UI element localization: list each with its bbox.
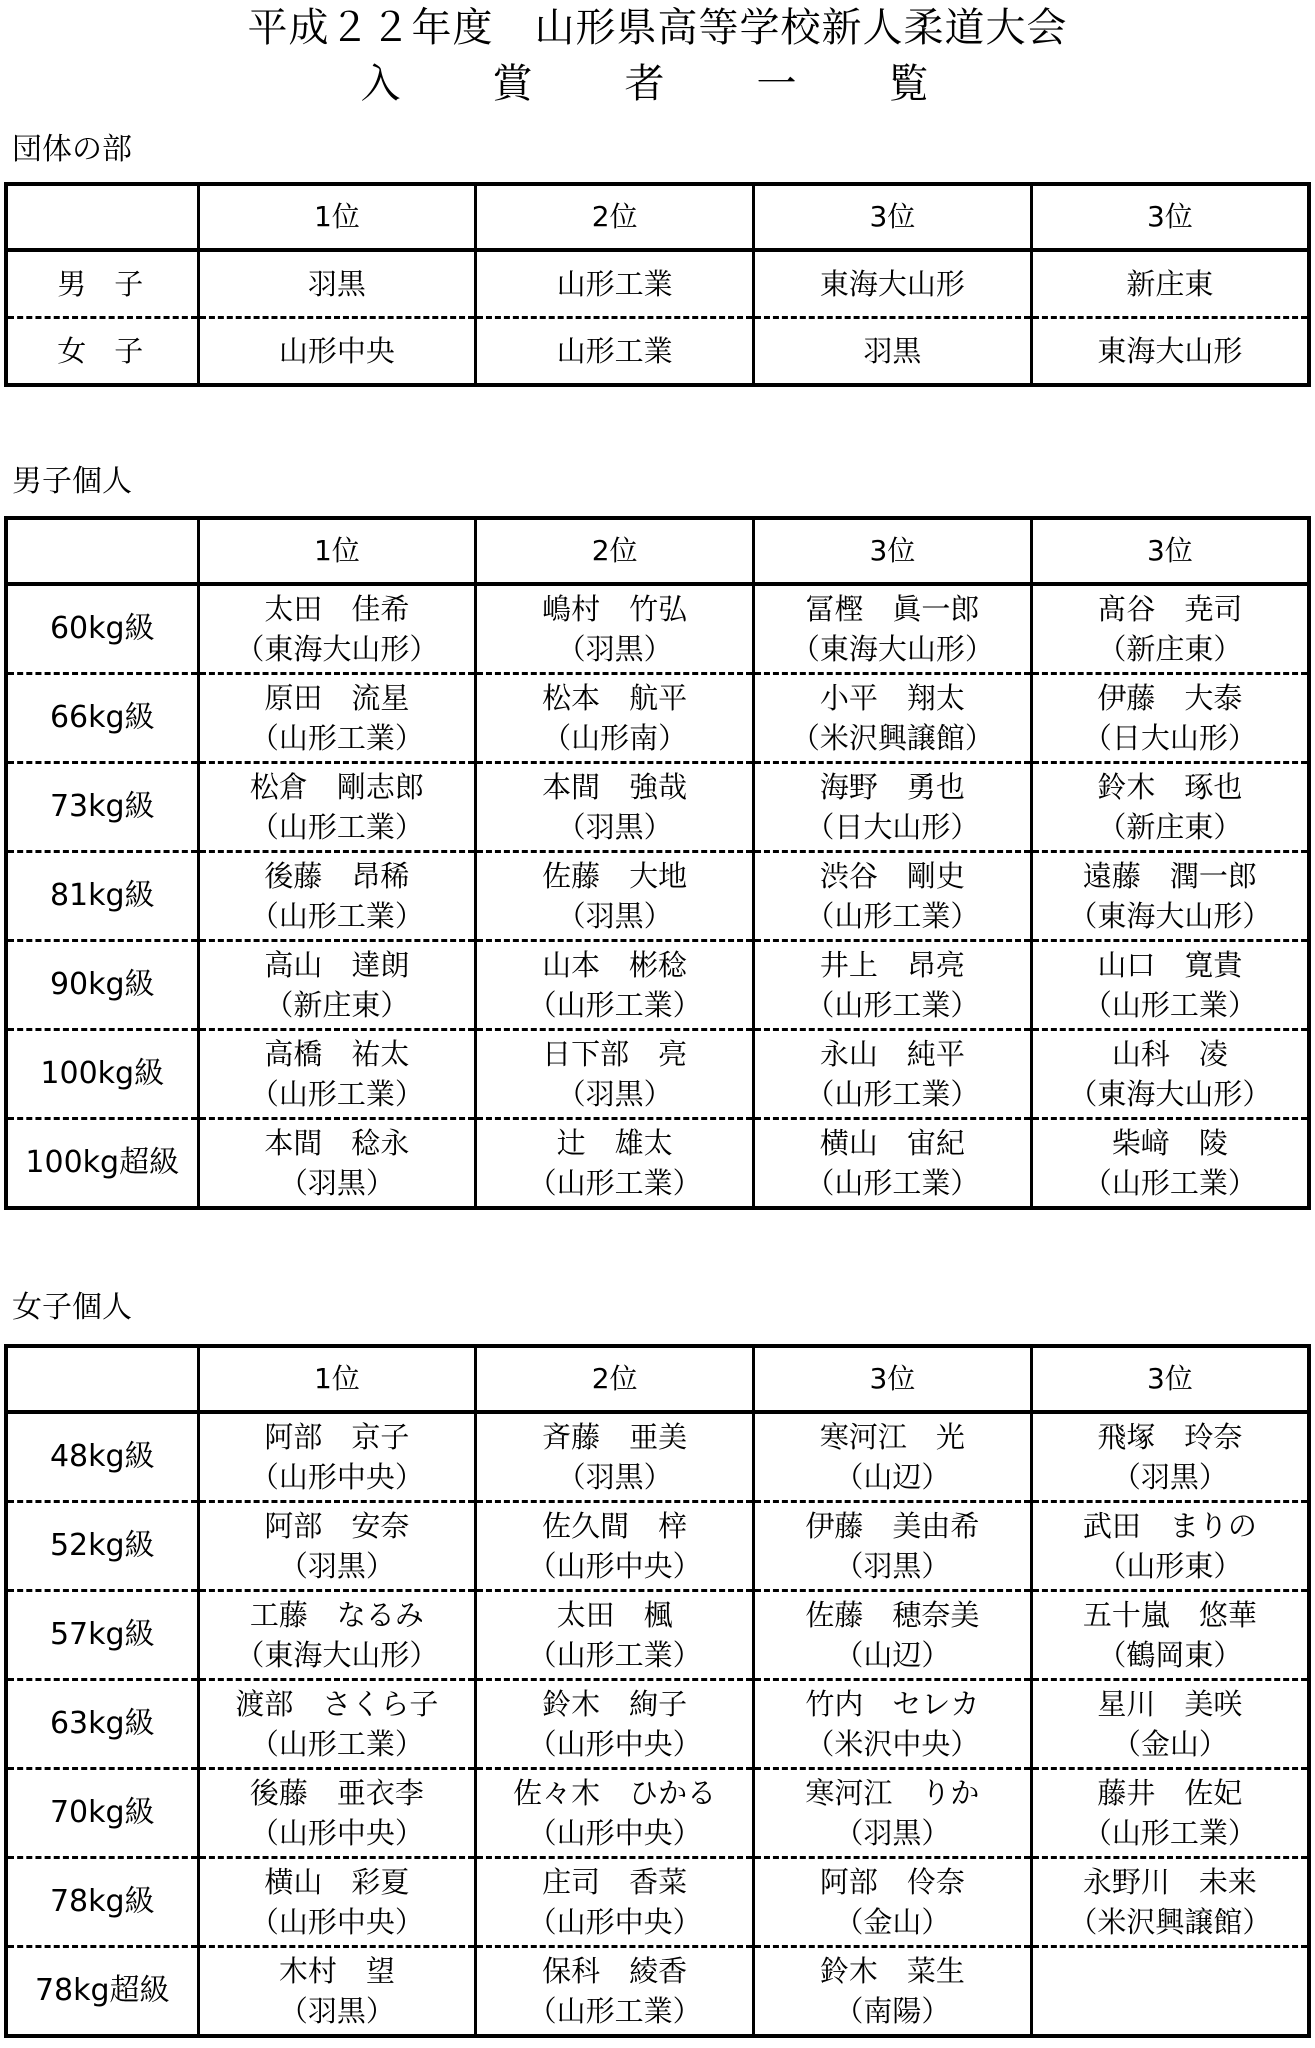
- winner-cell: [198, 852, 476, 941]
- header-place-1: 1位: [198, 184, 476, 250]
- school-name: （山形工業）: [805, 988, 980, 1022]
- winner-cell: [476, 852, 754, 941]
- winner-cell: [476, 1030, 754, 1119]
- winner-cell: [476, 1680, 754, 1769]
- header-place-1: 1位: [198, 518, 476, 584]
- athlete-name: 伊藤 美由希: [805, 1509, 980, 1543]
- athlete-name: 横山 宙紀: [819, 1126, 965, 1160]
- header-place-2: 2位: [476, 184, 754, 250]
- school-name: （山形工業）: [527, 1638, 702, 1672]
- athlete-name: 本間 稔永: [264, 1126, 410, 1160]
- school-name: （羽黒）: [556, 899, 673, 933]
- school-name: （日大山形）: [1082, 721, 1257, 755]
- athlete-name: 松本 航平: [542, 681, 688, 715]
- team-cell: 山形工業: [476, 318, 754, 386]
- school-name: （山形工業）: [527, 988, 702, 1022]
- winner-cell: [198, 1769, 476, 1858]
- weight-class-row: [6, 1119, 1309, 1209]
- weight-class-label: 63kg級: [6, 1680, 198, 1769]
- athlete-name: 斉藤 亜美: [542, 1420, 688, 1454]
- school-name: （山辺）: [834, 1638, 951, 1672]
- category-label: 女子: [6, 318, 198, 386]
- winner-cell: [198, 1858, 476, 1947]
- category-label: 男子: [6, 250, 198, 318]
- header-place-2: 2位: [476, 518, 754, 584]
- athlete-name: 永野川 未来: [1082, 1865, 1257, 1899]
- winner-cell: [198, 1502, 476, 1591]
- school-name: （東海大山形）: [1068, 899, 1272, 933]
- winner-cell: [754, 1119, 1032, 1209]
- women-section-heading: 女子個人: [12, 1290, 132, 1325]
- weight-class-row: [6, 1412, 1309, 1502]
- winner-cell: [476, 763, 754, 852]
- athlete-name: 武田 まりの: [1082, 1509, 1257, 1543]
- athlete-name: 竹内 セレカ: [805, 1687, 980, 1721]
- winner-cell: [476, 1502, 754, 1591]
- athlete-name: 太田 佳希: [264, 592, 410, 626]
- team-cell: 山形中央: [198, 318, 476, 386]
- athlete-name: 五十嵐 悠華: [1082, 1598, 1257, 1632]
- school-name: （羽黒）: [834, 1549, 951, 1583]
- school-name: （山形工業）: [805, 1166, 980, 1200]
- winner-cell: [754, 1412, 1032, 1502]
- winner-cell: [1031, 1769, 1309, 1858]
- winner-cell: [1031, 852, 1309, 941]
- winner-cell: [198, 674, 476, 763]
- weight-class-label: 100kg級: [6, 1030, 198, 1119]
- winner-cell: [1031, 1680, 1309, 1769]
- winner-cell: [476, 941, 754, 1030]
- team-cell: 東海大山形: [1031, 318, 1309, 386]
- athlete-name: 山口 寛貴: [1097, 948, 1243, 982]
- athlete-name: 松倉 剛志郎: [249, 770, 424, 804]
- header-place-3a: 3位: [754, 518, 1032, 584]
- school-name: （羽黒）: [556, 1077, 673, 1111]
- athlete-name: 阿部 安奈: [264, 1509, 410, 1543]
- header-place-3a: 3位: [754, 184, 1032, 250]
- athlete-name: 工藤 なるみ: [249, 1598, 424, 1632]
- team-cell: 東海大山形: [754, 250, 1032, 318]
- team-cell: 新庄東: [1031, 250, 1309, 318]
- winner-cell: [476, 1769, 754, 1858]
- weight-class-row: [6, 674, 1309, 763]
- men-results-table: [4, 516, 1311, 1210]
- athlete-name: 阿部 伶奈: [819, 1865, 965, 1899]
- winner-cell: [754, 852, 1032, 941]
- school-name: （羽黒）: [834, 1816, 951, 1850]
- winner-cell: [754, 1858, 1032, 1947]
- weight-class-row: [6, 1030, 1309, 1119]
- athlete-name: 柴﨑 陵: [1111, 1126, 1228, 1160]
- school-name: （鶴岡東）: [1097, 1638, 1243, 1672]
- school-name: （山形工業）: [1082, 1166, 1257, 1200]
- winner-cell: [754, 1502, 1032, 1591]
- winner-cell: [198, 941, 476, 1030]
- school-name: （米沢興譲館）: [790, 721, 994, 755]
- athlete-name: 山本 彬稔: [542, 948, 688, 982]
- winner-cell: [754, 1030, 1032, 1119]
- page-title: 平成２２年度 山形県高等学校新人柔道大会: [247, 5, 1068, 51]
- athlete-name: 佐久間 梓: [542, 1509, 688, 1543]
- school-name: （羽黒）: [556, 632, 673, 666]
- winner-cell: [754, 1591, 1032, 1680]
- school-name: （新庄東）: [264, 988, 410, 1022]
- weight-class-label: 66kg級: [6, 674, 198, 763]
- school-name: （山形工業）: [249, 810, 424, 844]
- athlete-name: 高山 達朗: [264, 948, 410, 982]
- weight-class-row: [6, 941, 1309, 1030]
- athlete-name: 原田 流星: [264, 681, 410, 715]
- winner-cell: [1031, 674, 1309, 763]
- athlete-name: 後藤 亜衣李: [249, 1776, 424, 1810]
- school-name: （羽黒）: [278, 1994, 395, 2028]
- weight-class-label: 48kg級: [6, 1412, 198, 1502]
- winner-cell: [198, 1030, 476, 1119]
- athlete-name: 飛塚 玲奈: [1097, 1420, 1243, 1454]
- school-name: （金山）: [834, 1905, 951, 1939]
- winner-cell: [1031, 941, 1309, 1030]
- header-place-1: 1位: [198, 1346, 476, 1412]
- header-blank-cell: [6, 518, 198, 584]
- school-name: （山形中央）: [249, 1460, 424, 1494]
- winner-cell: [198, 1947, 476, 2037]
- weight-class-label: 70kg級: [6, 1769, 198, 1858]
- winner-cell: [198, 1119, 476, 1209]
- athlete-name: 保科 綾香: [542, 1954, 688, 1988]
- winner-cell: [754, 763, 1032, 852]
- winner-cell: [754, 1680, 1032, 1769]
- school-name: （山形中央）: [527, 1905, 702, 1939]
- athlete-name: 庄司 香菜: [542, 1865, 688, 1899]
- athlete-name: 本間 強哉: [542, 770, 688, 804]
- athlete-name: 木村 望: [278, 1954, 395, 1988]
- weight-class-label: 78kg級: [6, 1858, 198, 1947]
- team-cell: 羽黒: [198, 250, 476, 318]
- winner-cell: [1031, 1947, 1309, 2037]
- weight-class-row: [6, 1591, 1309, 1680]
- school-name: （山形東）: [1097, 1549, 1243, 1583]
- athlete-name: 藤井 佐妃: [1097, 1776, 1243, 1810]
- school-name: （東海大山形）: [235, 632, 439, 666]
- weight-class-label: 57kg級: [6, 1591, 198, 1680]
- weight-class-label: 52kg級: [6, 1502, 198, 1591]
- header-place-3b: 3位: [1031, 184, 1309, 250]
- winner-cell: [754, 1769, 1032, 1858]
- school-name: （金山）: [1111, 1727, 1228, 1761]
- school-name: （山形中央）: [249, 1905, 424, 1939]
- weight-class-row: [6, 852, 1309, 941]
- athlete-name: 鈴木 絢子: [542, 1687, 688, 1721]
- athlete-name: 渡部 さくら子: [235, 1687, 439, 1721]
- team-row-men: [6, 250, 1309, 318]
- winner-cell: [1031, 1030, 1309, 1119]
- school-name: （山辺）: [834, 1460, 951, 1494]
- weight-class-row: [6, 1769, 1309, 1858]
- weight-class-row: [6, 763, 1309, 852]
- school-name: （羽黒）: [556, 1460, 673, 1494]
- school-name: （山形中央）: [527, 1549, 702, 1583]
- winner-cell: [1031, 1412, 1309, 1502]
- winner-cell: [754, 584, 1032, 674]
- winner-cell: [476, 1591, 754, 1680]
- weight-class-label: 78kg超級: [6, 1947, 198, 2037]
- school-name: （米沢興譲館）: [1068, 1905, 1272, 1939]
- school-name: （日大山形）: [805, 810, 980, 844]
- athlete-name: 佐藤 大地: [542, 859, 688, 893]
- athlete-name: 永山 純平: [819, 1037, 965, 1071]
- header-place-3b: 3位: [1031, 1346, 1309, 1412]
- table-header-row: [6, 518, 1309, 584]
- athlete-name: 日下部 亮: [542, 1037, 688, 1071]
- athlete-name: 嶋村 竹弘: [542, 592, 688, 626]
- winner-cell: [1031, 1858, 1309, 1947]
- weight-class-row: [6, 1680, 1309, 1769]
- table-header-row: [6, 1346, 1309, 1412]
- school-name: （新庄東）: [1097, 632, 1243, 666]
- athlete-name: 後藤 昂稀: [264, 859, 410, 893]
- winner-cell: [476, 1947, 754, 2037]
- table-header-row: [6, 184, 1309, 250]
- team-cell: 山形工業: [476, 250, 754, 318]
- athlete-name: 辻 雄太: [556, 1126, 673, 1160]
- athlete-name: 佐々木 ひかる: [513, 1776, 717, 1810]
- athlete-name: 小平 翔太: [819, 681, 965, 715]
- athlete-name: 伊藤 大泰: [1097, 681, 1243, 715]
- athlete-name: 鈴木 菜生: [819, 1954, 965, 1988]
- women-results-table: [4, 1344, 1311, 2038]
- athlete-name: 遠藤 潤一郎: [1082, 859, 1257, 893]
- winner-cell: [476, 1858, 754, 1947]
- school-name: （米沢中央）: [805, 1727, 980, 1761]
- weight-class-label: 100kg超級: [6, 1119, 198, 1209]
- school-name: （山形工業）: [249, 1077, 424, 1111]
- header-place-2: 2位: [476, 1346, 754, 1412]
- winner-cell: [476, 584, 754, 674]
- winner-cell: [754, 941, 1032, 1030]
- school-name: （羽黒）: [278, 1549, 395, 1583]
- winner-cell: [1031, 1591, 1309, 1680]
- school-name: （新庄東）: [1097, 810, 1243, 844]
- weight-class-row: [6, 1947, 1309, 2037]
- athlete-name: 冨樫 眞一郎: [805, 592, 980, 626]
- header-blank-cell: [6, 184, 198, 250]
- school-name: （山形中央）: [249, 1816, 424, 1850]
- men-section-heading: 男子個人: [12, 464, 132, 499]
- athlete-name: 寒河江 光: [819, 1420, 965, 1454]
- winner-cell: [476, 674, 754, 763]
- school-name: （山形工業）: [249, 721, 424, 755]
- winner-cell: [198, 584, 476, 674]
- school-name: （山形工業）: [249, 899, 424, 933]
- weight-class-label: 73kg級: [6, 763, 198, 852]
- winner-cell: [476, 1119, 754, 1209]
- header-place-3a: 3位: [754, 1346, 1032, 1412]
- athlete-name: 横山 彩夏: [264, 1865, 410, 1899]
- athlete-name: 高橋 祐太: [264, 1037, 410, 1071]
- winner-cell: [198, 763, 476, 852]
- athlete-name: 佐藤 穂奈美: [805, 1598, 980, 1632]
- winner-cell: [198, 1412, 476, 1502]
- header-place-3b: 3位: [1031, 518, 1309, 584]
- school-name: （山形工業）: [527, 1166, 702, 1200]
- school-name: （南陽）: [834, 1994, 951, 2028]
- winner-cell: [1031, 763, 1309, 852]
- school-name: （山形工業）: [1082, 1816, 1257, 1850]
- athlete-name: 寒河江 りか: [805, 1776, 980, 1810]
- weight-class-label: 81kg級: [6, 852, 198, 941]
- school-name: （羽黒）: [278, 1166, 395, 1200]
- weight-class-label: 60kg級: [6, 584, 198, 674]
- athlete-name: 鈴木 琢也: [1097, 770, 1243, 804]
- athlete-name: 海野 勇也: [819, 770, 965, 804]
- school-name: （山形工業）: [249, 1727, 424, 1761]
- winner-cell: [198, 1680, 476, 1769]
- winner-cell: [1031, 1119, 1309, 1209]
- team-results-table: [4, 182, 1311, 387]
- school-name: （羽黒）: [1111, 1460, 1228, 1494]
- athlete-name: 井上 昂亮: [819, 948, 965, 982]
- school-name: （山形南）: [542, 721, 688, 755]
- athlete-name: 渋谷 剛史: [819, 859, 965, 893]
- weight-class-label: 90kg級: [6, 941, 198, 1030]
- school-name: （羽黒）: [556, 810, 673, 844]
- winner-cell: [1031, 584, 1309, 674]
- winner-cell: [198, 1591, 476, 1680]
- weight-class-row: [6, 1858, 1309, 1947]
- winner-cell: [754, 674, 1032, 763]
- school-name: （東海大山形）: [1068, 1077, 1272, 1111]
- team-cell: 羽黒: [754, 318, 1032, 386]
- athlete-name: 太田 楓: [556, 1598, 673, 1632]
- page-subtitle: 入 賞 者 一 覧: [360, 61, 955, 107]
- school-name: （山形中央）: [527, 1727, 702, 1761]
- header-blank-cell: [6, 1346, 198, 1412]
- winner-cell: [476, 1412, 754, 1502]
- weight-class-row: [6, 1502, 1309, 1591]
- school-name: （山形工業）: [805, 899, 980, 933]
- school-name: （山形工業）: [805, 1077, 980, 1111]
- winner-cell: [1031, 1502, 1309, 1591]
- school-name: （山形工業）: [1082, 988, 1257, 1022]
- team-section-heading: 団体の部: [12, 132, 132, 167]
- athlete-name: 髙谷 尭司: [1097, 592, 1243, 626]
- school-name: （山形工業）: [527, 1994, 702, 2028]
- athlete-name: 山科 凌: [1111, 1037, 1228, 1071]
- weight-class-row: [6, 584, 1309, 674]
- school-name: （東海大山形）: [790, 632, 994, 666]
- athlete-name: 星川 美咲: [1097, 1687, 1243, 1721]
- athlete-name: 阿部 京子: [264, 1420, 410, 1454]
- winner-cell: [754, 1947, 1032, 2037]
- school-name: （山形中央）: [527, 1816, 702, 1850]
- team-row-women: [6, 318, 1309, 386]
- school-name: （東海大山形）: [235, 1638, 439, 1672]
